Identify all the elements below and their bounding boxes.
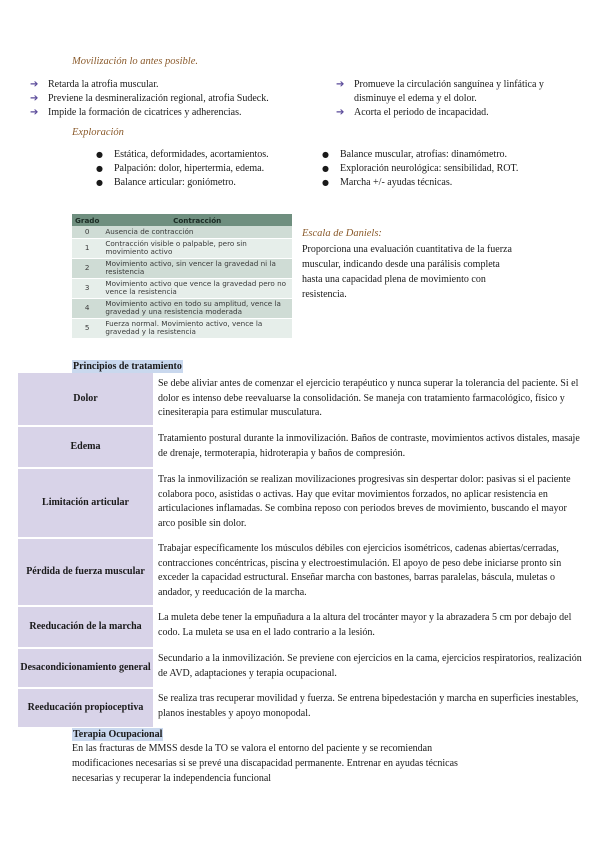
principle-text: Tras la inmovilización se realizan movilizaciones progresivas sin despertar dolor: pasivas si el paciente colabora poco, asistidas o activas. Hay que evitar movimientos forzados, no aplicar resistencia en articulaciones inflamadas. Se combina reposo con periodos breves de movimiento, buscando el mayor arco posible sin dolor.	[158, 474, 571, 529]
principle-label: Edema	[18, 427, 153, 467]
daniels-scale-table	[72, 214, 292, 339]
occupational-title: Terapia Ocupacional	[73, 729, 163, 740]
text-line: necesarias y recuperar la independencia funcional	[72, 773, 272, 784]
list-item: ● Exploración neurológica: sensibilidad, ROT.	[322, 163, 519, 174]
bullet-icon: ●	[322, 178, 329, 187]
arrow-right-icon: ➔	[30, 79, 39, 90]
bullet-icon: ●	[322, 164, 329, 173]
list-item: ● Estática, deformidades, acortamientos.	[96, 149, 269, 160]
principle-label: Limitación articular	[18, 469, 153, 537]
arrow-right-icon: ➔	[30, 107, 39, 118]
principle-text: Tratamiento postural durante la inmovilización. Baños de contraste, movimientos activos distales, masaje de drenaje, termoterapia, hidroterapia y baños de compresión.	[158, 433, 580, 459]
principle-row-desacondicionamiento	[18, 649, 584, 687]
table-header-row	[72, 214, 292, 226]
list-item: ➔ Impide la formación de cicatrices y adherencias.	[30, 107, 242, 118]
bullet-icon: ●	[96, 164, 103, 173]
principle-row-fuerza	[18, 539, 584, 605]
table-row: 0 Ausencia de contracción	[72, 226, 292, 238]
principle-label: Reeducación propioceptiva	[18, 689, 153, 727]
arrow-right-icon: ➔	[336, 107, 345, 118]
principle-label: Desacondicionamiento general	[18, 649, 153, 687]
daniels-heading: Escala de Daniels:	[302, 228, 382, 239]
table-row: 5 Fuerza normal. Movimiento activo, vence la gravedad y la resistencia	[72, 318, 292, 338]
daniels-description: Proporciona una evaluación cuantitativa de la fuerza muscular, indicando desde una parálisis completa hasta una capacidad plena de movimiento con resistencia.	[302, 244, 512, 300]
list-item: ● Palpación: dolor, hipertermia, edema.	[96, 163, 265, 174]
principle-label: Reeducación de la marcha	[18, 607, 153, 647]
principle-text: Trabajar específicamente los músculos débiles con ejercicios isométricos, cadenas abiertas/cerradas, contracciones concéntricas, piscina y electroestimulación. El apoyo de peso debe iniciarse pronto sin exceder la capacidad estructural. Enseñar marcha con bastones, barras paralelas, báscula, muletas o andador, y reeducación de la marcha.	[158, 543, 562, 598]
bullet-icon: ●	[322, 150, 329, 159]
principle-row-limitacion	[18, 469, 584, 537]
text-line: modificaciones necesarias si se prevé una discapacidad permanente. Entrenar en ayudas técnicas	[72, 758, 458, 769]
principle-row-propioceptiva	[18, 689, 584, 727]
principle-label: Dolor	[18, 373, 153, 425]
bullet-icon: ●	[96, 178, 103, 187]
bullet-icon: ●	[96, 150, 103, 159]
mobilization-right-list	[336, 78, 576, 120]
principles-title: Principios de tratamiento	[73, 361, 182, 372]
principle-text: Secundario a la inmovilización. Se previene con ejercicios en la cama, ejercicios respiratorios, realización de AVD, adaptaciones y terapia ocupacional.	[158, 653, 582, 679]
table-row: 2 Movimiento activo, sin vencer la gravedad ni la resistencia	[72, 258, 292, 278]
principle-row-dolor	[18, 373, 584, 425]
mobilization-left-list	[30, 78, 330, 120]
principle-text: Se realiza tras recuperar movilidad y fuerza. Se entrena bipedestación y marcha en superficies inestables, planos inestables y apoyo monopodal.	[158, 693, 579, 719]
table-row: 3 Movimiento activo que vence la gravedad pero no vence la resistencia	[72, 278, 292, 298]
text-line: En las fracturas de MMSS desde la TO se valora el entorno del paciente y se recomiendan	[72, 743, 433, 754]
principle-label: Pérdida de fuerza muscular	[18, 539, 153, 605]
list-item: ➔ Promueve la circulación sanguínea y linfática y disminuye el edema y el dolor.	[336, 79, 544, 104]
table-row: 1 Contracción visible o palpable, pero sin movimiento activo	[72, 238, 292, 258]
principle-text: La muleta debe tener la empuñadura a la altura del trocánter mayor y la abrazadera 5 cm por debajo del codo. La muleta se usa en el lado contrario a la lesión.	[158, 612, 572, 638]
principle-row-marcha	[18, 607, 584, 647]
exploration-left-list	[96, 148, 316, 190]
arrow-right-icon: ➔	[336, 79, 345, 90]
list-item: ➔ Previene la desmineralización regional, atrofia Sudeck.	[30, 93, 269, 104]
principle-text: Se debe aliviar antes de comenzar el ejercicio terapéutico y nunca superar la tolerancia del paciente. Si el dolor es intenso debe reevaluarse la consolidación. Se maneja con tratamiento farmacológico, físico y cinesiterapia para estimular musculatura.	[158, 378, 579, 418]
table-row: 4 Movimiento activo en todo su amplitud, vence la gravedad y una resistencia moderada	[72, 298, 292, 318]
occupational-text	[72, 741, 572, 786]
principle-row-edema	[18, 427, 584, 467]
arrow-right-icon: ➔	[30, 93, 39, 104]
mobilization-heading: Movilización lo antes posible.	[72, 56, 198, 67]
list-item: ● Marcha +/- ayudas técnicas.	[322, 177, 453, 188]
list-item: ● Balance articular: goniómetro.	[96, 177, 236, 188]
table-header-contraction: Contracción	[102, 214, 292, 226]
list-item: ● Balance muscular, atrofias: dinamómetro.	[322, 149, 508, 160]
list-item: ➔ Retarda la atrofia muscular.	[30, 79, 159, 90]
exploration-right-list	[322, 148, 572, 190]
table-header-grade: Grado	[72, 214, 102, 226]
list-item: ➔ Acorta el periodo de incapacidad.	[336, 107, 489, 118]
exploration-heading: Exploración	[72, 127, 124, 138]
